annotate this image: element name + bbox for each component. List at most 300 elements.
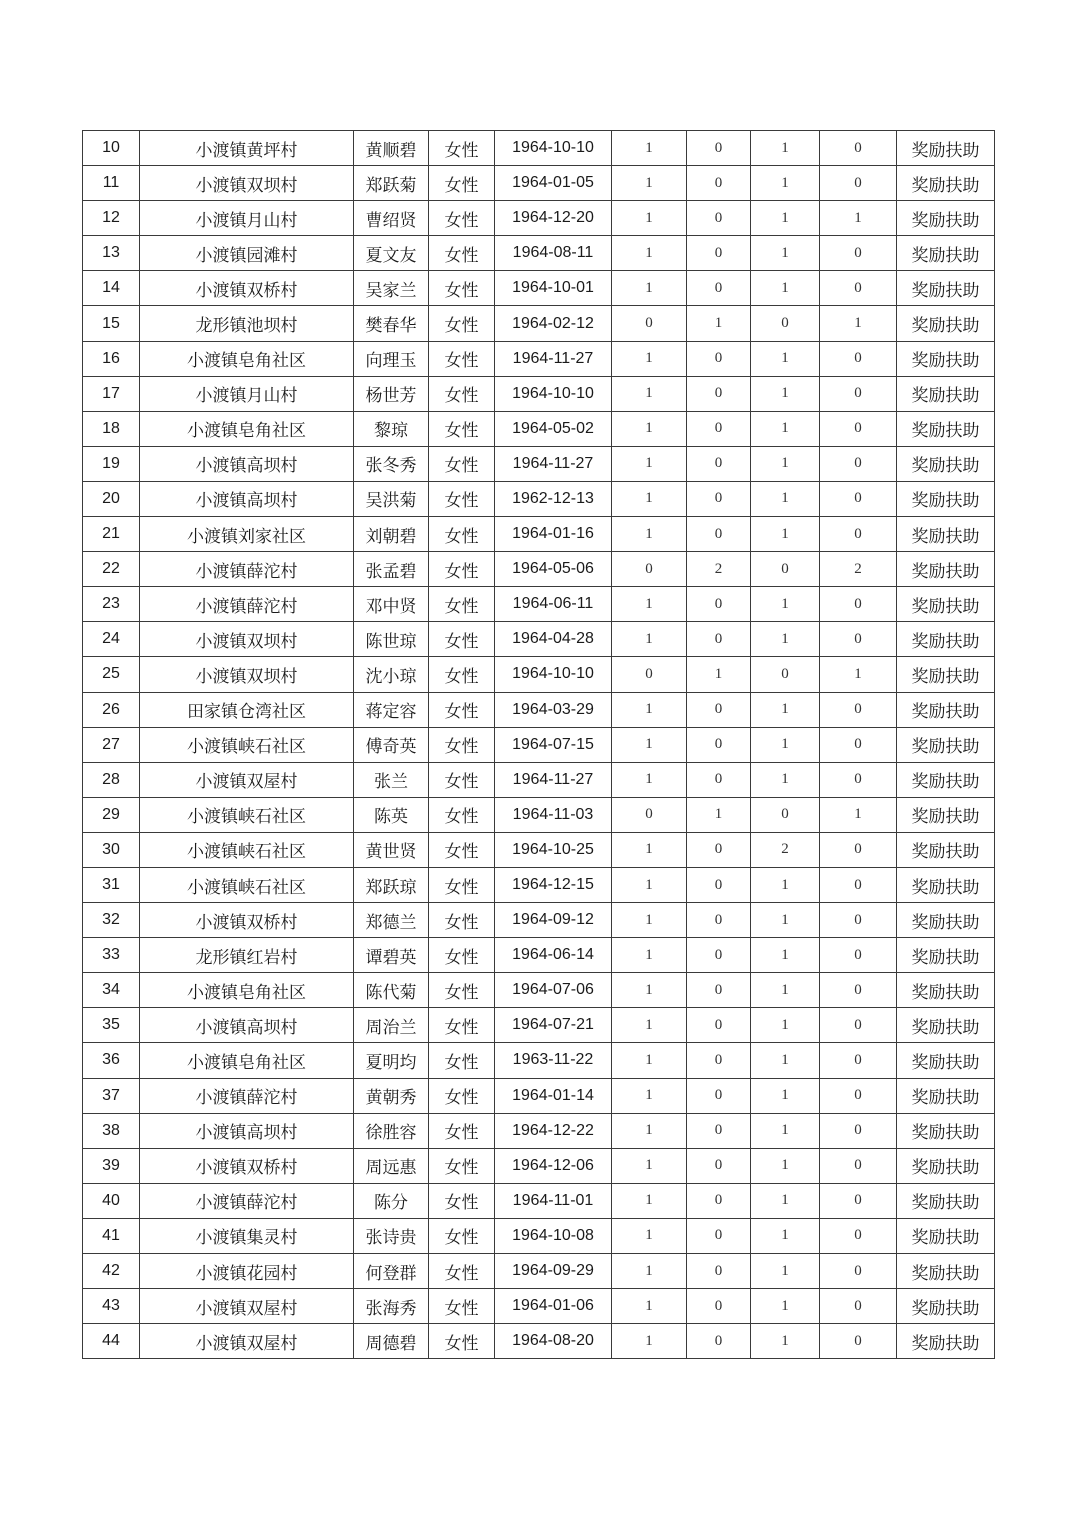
assistance-type-cell: 奖励扶助 xyxy=(897,622,995,657)
row-number-cell: 13 xyxy=(83,236,140,271)
person-name-cell: 樊春华 xyxy=(354,306,429,341)
count-1-cell: 1 xyxy=(612,271,687,306)
count-2-cell: 0 xyxy=(687,446,751,481)
birth-date-cell: 1964-09-12 xyxy=(495,903,612,938)
row-number-cell: 17 xyxy=(83,376,140,411)
table-row xyxy=(83,1289,995,1324)
birth-date-cell: 1964-01-05 xyxy=(495,166,612,201)
table-row xyxy=(83,832,995,867)
count-2-cell: 0 xyxy=(687,622,751,657)
birth-date-cell: 1964-10-10 xyxy=(495,131,612,166)
count-4-cell: 0 xyxy=(820,411,897,446)
township-village-cell: 小渡镇皂角社区 xyxy=(140,1043,354,1078)
birth-date-cell: 1964-03-29 xyxy=(495,692,612,727)
row-number-cell: 23 xyxy=(83,587,140,622)
township-village-cell: 小渡镇高坝村 xyxy=(140,1008,354,1043)
count-1-cell: 0 xyxy=(612,657,687,692)
count-3-cell: 1 xyxy=(751,1113,820,1148)
count-3-cell: 1 xyxy=(751,1254,820,1289)
count-2-cell: 1 xyxy=(687,306,751,341)
count-3-cell: 1 xyxy=(751,1078,820,1113)
row-number-cell: 16 xyxy=(83,341,140,376)
count-3-cell: 1 xyxy=(751,1043,820,1078)
township-village-cell: 小渡镇皂角社区 xyxy=(140,973,354,1008)
count-3-cell: 1 xyxy=(751,727,820,762)
count-2-cell: 0 xyxy=(687,973,751,1008)
table-row xyxy=(83,657,995,692)
count-3-cell: 1 xyxy=(751,1324,820,1359)
table-row xyxy=(83,131,995,166)
count-1-cell: 1 xyxy=(612,166,687,201)
gender-cell: 女性 xyxy=(429,1008,495,1043)
assistance-type-cell: 奖励扶助 xyxy=(897,867,995,902)
count-3-cell: 1 xyxy=(751,1218,820,1253)
table-row xyxy=(83,973,995,1008)
assistance-type-cell: 奖励扶助 xyxy=(897,376,995,411)
birth-date-cell: 1962-12-13 xyxy=(495,481,612,516)
birth-date-cell: 1964-04-28 xyxy=(495,622,612,657)
gender-cell: 女性 xyxy=(429,341,495,376)
row-number-cell: 29 xyxy=(83,797,140,832)
count-2-cell: 0 xyxy=(687,1254,751,1289)
count-1-cell: 0 xyxy=(612,306,687,341)
person-name-cell: 张海秀 xyxy=(354,1289,429,1324)
row-number-cell: 28 xyxy=(83,762,140,797)
birth-date-cell: 1964-08-20 xyxy=(495,1324,612,1359)
gender-cell: 女性 xyxy=(429,306,495,341)
township-village-cell: 小渡镇双坝村 xyxy=(140,166,354,201)
gender-cell: 女性 xyxy=(429,1289,495,1324)
person-name-cell: 黄世贤 xyxy=(354,832,429,867)
count-3-cell: 1 xyxy=(751,587,820,622)
person-name-cell: 何登群 xyxy=(354,1254,429,1289)
township-village-cell: 小渡镇峡石社区 xyxy=(140,727,354,762)
count-3-cell: 1 xyxy=(751,1008,820,1043)
count-1-cell: 1 xyxy=(612,727,687,762)
count-3-cell: 1 xyxy=(751,938,820,973)
birth-date-cell: 1964-11-27 xyxy=(495,341,612,376)
person-name-cell: 傅奇英 xyxy=(354,727,429,762)
assistance-type-cell: 奖励扶助 xyxy=(897,762,995,797)
count-4-cell: 0 xyxy=(820,587,897,622)
row-number-cell: 15 xyxy=(83,306,140,341)
township-village-cell: 小渡镇双坝村 xyxy=(140,657,354,692)
count-2-cell: 0 xyxy=(687,867,751,902)
assistance-type-cell: 奖励扶助 xyxy=(897,903,995,938)
count-3-cell: 0 xyxy=(751,797,820,832)
count-1-cell: 1 xyxy=(612,587,687,622)
table-row xyxy=(83,867,995,902)
row-number-cell: 41 xyxy=(83,1218,140,1253)
birth-date-cell: 1964-10-01 xyxy=(495,271,612,306)
count-1-cell: 1 xyxy=(612,938,687,973)
count-3-cell: 1 xyxy=(751,341,820,376)
row-number-cell: 30 xyxy=(83,832,140,867)
assistance-type-cell: 奖励扶助 xyxy=(897,271,995,306)
count-1-cell: 1 xyxy=(612,1218,687,1253)
gender-cell: 女性 xyxy=(429,481,495,516)
township-village-cell: 小渡镇薛沱村 xyxy=(140,1078,354,1113)
birth-date-cell: 1964-01-06 xyxy=(495,1289,612,1324)
person-name-cell: 蒋定容 xyxy=(354,692,429,727)
birth-date-cell: 1964-06-11 xyxy=(495,587,612,622)
count-1-cell: 1 xyxy=(612,481,687,516)
person-name-cell: 张冬秀 xyxy=(354,446,429,481)
gender-cell: 女性 xyxy=(429,832,495,867)
row-number-cell: 36 xyxy=(83,1043,140,1078)
table-row xyxy=(83,201,995,236)
assistance-type-cell: 奖励扶助 xyxy=(897,1254,995,1289)
person-name-cell: 郑跃菊 xyxy=(354,166,429,201)
count-2-cell: 1 xyxy=(687,657,751,692)
count-2-cell: 0 xyxy=(687,1324,751,1359)
count-1-cell: 1 xyxy=(612,622,687,657)
beneficiary-table xyxy=(82,130,995,1359)
count-2-cell: 0 xyxy=(687,376,751,411)
assistance-type-cell: 奖励扶助 xyxy=(897,1183,995,1218)
assistance-type-cell: 奖励扶助 xyxy=(897,1043,995,1078)
township-village-cell: 龙形镇红岩村 xyxy=(140,938,354,973)
row-number-cell: 11 xyxy=(83,166,140,201)
count-3-cell: 1 xyxy=(751,1148,820,1183)
table-row xyxy=(83,938,995,973)
assistance-type-cell: 奖励扶助 xyxy=(897,341,995,376)
person-name-cell: 邓中贤 xyxy=(354,587,429,622)
count-2-cell: 0 xyxy=(687,411,751,446)
gender-cell: 女性 xyxy=(429,973,495,1008)
count-1-cell: 1 xyxy=(612,1254,687,1289)
table-row xyxy=(83,446,995,481)
gender-cell: 女性 xyxy=(429,657,495,692)
birth-date-cell: 1964-11-03 xyxy=(495,797,612,832)
township-village-cell: 小渡镇峡石社区 xyxy=(140,867,354,902)
count-3-cell: 1 xyxy=(751,236,820,271)
count-4-cell: 0 xyxy=(820,131,897,166)
row-number-cell: 44 xyxy=(83,1324,140,1359)
assistance-type-cell: 奖励扶助 xyxy=(897,727,995,762)
township-village-cell: 小渡镇高坝村 xyxy=(140,481,354,516)
person-name-cell: 周远惠 xyxy=(354,1148,429,1183)
birth-date-cell: 1964-07-15 xyxy=(495,727,612,762)
gender-cell: 女性 xyxy=(429,411,495,446)
person-name-cell: 杨世芳 xyxy=(354,376,429,411)
table-row xyxy=(83,1043,995,1078)
birth-date-cell: 1964-11-27 xyxy=(495,762,612,797)
township-village-cell: 小渡镇峡石社区 xyxy=(140,797,354,832)
count-1-cell: 1 xyxy=(612,201,687,236)
table-row xyxy=(83,236,995,271)
assistance-type-cell: 奖励扶助 xyxy=(897,938,995,973)
birth-date-cell: 1964-12-22 xyxy=(495,1113,612,1148)
count-4-cell: 0 xyxy=(820,166,897,201)
count-3-cell: 2 xyxy=(751,832,820,867)
assistance-type-cell: 奖励扶助 xyxy=(897,201,995,236)
table-row xyxy=(83,903,995,938)
row-number-cell: 12 xyxy=(83,201,140,236)
count-4-cell: 0 xyxy=(820,376,897,411)
assistance-type-cell: 奖励扶助 xyxy=(897,166,995,201)
row-number-cell: 24 xyxy=(83,622,140,657)
count-3-cell: 1 xyxy=(751,903,820,938)
township-village-cell: 小渡镇高坝村 xyxy=(140,1113,354,1148)
count-3-cell: 1 xyxy=(751,762,820,797)
count-2-cell: 2 xyxy=(687,552,751,587)
count-1-cell: 1 xyxy=(612,1043,687,1078)
count-4-cell: 0 xyxy=(820,446,897,481)
table-row xyxy=(83,306,995,341)
count-3-cell: 1 xyxy=(751,1289,820,1324)
person-name-cell: 周治兰 xyxy=(354,1008,429,1043)
gender-cell: 女性 xyxy=(429,1043,495,1078)
count-4-cell: 0 xyxy=(820,1008,897,1043)
count-2-cell: 0 xyxy=(687,271,751,306)
table-row xyxy=(83,1218,995,1253)
township-village-cell: 小渡镇双桥村 xyxy=(140,903,354,938)
township-village-cell: 小渡镇花园村 xyxy=(140,1254,354,1289)
count-4-cell: 0 xyxy=(820,903,897,938)
person-name-cell: 陈代菊 xyxy=(354,973,429,1008)
township-village-cell: 小渡镇双屋村 xyxy=(140,1289,354,1324)
count-2-cell: 0 xyxy=(687,131,751,166)
assistance-type-cell: 奖励扶助 xyxy=(897,973,995,1008)
count-4-cell: 0 xyxy=(820,271,897,306)
count-3-cell: 1 xyxy=(751,622,820,657)
township-village-cell: 小渡镇月山村 xyxy=(140,376,354,411)
count-4-cell: 0 xyxy=(820,1289,897,1324)
count-1-cell: 1 xyxy=(612,903,687,938)
table-row xyxy=(83,1324,995,1359)
table-row xyxy=(83,1113,995,1148)
row-number-cell: 19 xyxy=(83,446,140,481)
count-3-cell: 1 xyxy=(751,973,820,1008)
assistance-type-cell: 奖励扶助 xyxy=(897,306,995,341)
assistance-type-cell: 奖励扶助 xyxy=(897,1324,995,1359)
count-1-cell: 1 xyxy=(612,517,687,552)
gender-cell: 女性 xyxy=(429,236,495,271)
count-4-cell: 1 xyxy=(820,306,897,341)
row-number-cell: 26 xyxy=(83,692,140,727)
count-3-cell: 1 xyxy=(751,517,820,552)
table-row xyxy=(83,271,995,306)
row-number-cell: 18 xyxy=(83,411,140,446)
count-1-cell: 1 xyxy=(612,832,687,867)
township-village-cell: 小渡镇双坝村 xyxy=(140,622,354,657)
count-2-cell: 0 xyxy=(687,832,751,867)
person-name-cell: 陈世琼 xyxy=(354,622,429,657)
count-4-cell: 0 xyxy=(820,1043,897,1078)
row-number-cell: 40 xyxy=(83,1183,140,1218)
gender-cell: 女性 xyxy=(429,1113,495,1148)
table-row xyxy=(83,692,995,727)
gender-cell: 女性 xyxy=(429,446,495,481)
count-2-cell: 0 xyxy=(687,587,751,622)
township-village-cell: 小渡镇集灵村 xyxy=(140,1218,354,1253)
table-row xyxy=(83,727,995,762)
person-name-cell: 张诗贵 xyxy=(354,1218,429,1253)
assistance-type-cell: 奖励扶助 xyxy=(897,1113,995,1148)
count-4-cell: 0 xyxy=(820,1113,897,1148)
count-2-cell: 0 xyxy=(687,727,751,762)
assistance-type-cell: 奖励扶助 xyxy=(897,587,995,622)
count-2-cell: 0 xyxy=(687,692,751,727)
gender-cell: 女性 xyxy=(429,376,495,411)
row-number-cell: 33 xyxy=(83,938,140,973)
count-1-cell: 0 xyxy=(612,797,687,832)
table-row xyxy=(83,481,995,516)
township-village-cell: 小渡镇刘家社区 xyxy=(140,517,354,552)
birth-date-cell: 1964-10-08 xyxy=(495,1218,612,1253)
count-2-cell: 0 xyxy=(687,481,751,516)
township-village-cell: 小渡镇高坝村 xyxy=(140,446,354,481)
table-row xyxy=(83,1183,995,1218)
assistance-type-cell: 奖励扶助 xyxy=(897,411,995,446)
table-row xyxy=(83,517,995,552)
gender-cell: 女性 xyxy=(429,271,495,306)
birth-date-cell: 1964-12-20 xyxy=(495,201,612,236)
count-4-cell: 0 xyxy=(820,622,897,657)
count-4-cell: 0 xyxy=(820,938,897,973)
count-1-cell: 1 xyxy=(612,376,687,411)
count-2-cell: 0 xyxy=(687,1289,751,1324)
count-4-cell: 0 xyxy=(820,1148,897,1183)
birth-date-cell: 1964-12-15 xyxy=(495,867,612,902)
township-village-cell: 小渡镇皂角社区 xyxy=(140,411,354,446)
count-1-cell: 1 xyxy=(612,692,687,727)
gender-cell: 女性 xyxy=(429,1148,495,1183)
person-name-cell: 沈小琼 xyxy=(354,657,429,692)
count-4-cell: 0 xyxy=(820,1254,897,1289)
person-name-cell: 吴家兰 xyxy=(354,271,429,306)
table-row xyxy=(83,1008,995,1043)
birth-date-cell: 1964-09-29 xyxy=(495,1254,612,1289)
count-3-cell: 1 xyxy=(751,1183,820,1218)
birth-date-cell: 1964-07-21 xyxy=(495,1008,612,1043)
township-village-cell: 小渡镇薛沱村 xyxy=(140,552,354,587)
township-village-cell: 小渡镇双屋村 xyxy=(140,1324,354,1359)
gender-cell: 女性 xyxy=(429,692,495,727)
birth-date-cell: 1964-05-02 xyxy=(495,411,612,446)
gender-cell: 女性 xyxy=(429,867,495,902)
table-row xyxy=(83,166,995,201)
assistance-type-cell: 奖励扶助 xyxy=(897,446,995,481)
township-village-cell: 小渡镇园滩村 xyxy=(140,236,354,271)
count-1-cell: 1 xyxy=(612,1289,687,1324)
count-4-cell: 1 xyxy=(820,201,897,236)
assistance-type-cell: 奖励扶助 xyxy=(897,1289,995,1324)
count-2-cell: 0 xyxy=(687,1008,751,1043)
birth-date-cell: 1964-07-06 xyxy=(495,973,612,1008)
person-name-cell: 黎琼 xyxy=(354,411,429,446)
person-name-cell: 郑德兰 xyxy=(354,903,429,938)
person-name-cell: 吴洪菊 xyxy=(354,481,429,516)
count-1-cell: 0 xyxy=(612,552,687,587)
birth-date-cell: 1964-10-10 xyxy=(495,376,612,411)
assistance-type-cell: 奖励扶助 xyxy=(897,1218,995,1253)
count-1-cell: 1 xyxy=(612,131,687,166)
table-row xyxy=(83,1254,995,1289)
count-2-cell: 0 xyxy=(687,166,751,201)
person-name-cell: 夏文友 xyxy=(354,236,429,271)
assistance-type-cell: 奖励扶助 xyxy=(897,236,995,271)
count-1-cell: 1 xyxy=(612,446,687,481)
gender-cell: 女性 xyxy=(429,552,495,587)
row-number-cell: 14 xyxy=(83,271,140,306)
count-1-cell: 1 xyxy=(612,1113,687,1148)
count-4-cell: 0 xyxy=(820,481,897,516)
count-2-cell: 0 xyxy=(687,201,751,236)
row-number-cell: 42 xyxy=(83,1254,140,1289)
count-4-cell: 0 xyxy=(820,1078,897,1113)
count-4-cell: 0 xyxy=(820,692,897,727)
birth-date-cell: 1964-02-12 xyxy=(495,306,612,341)
row-number-cell: 38 xyxy=(83,1113,140,1148)
count-1-cell: 1 xyxy=(612,973,687,1008)
assistance-type-cell: 奖励扶助 xyxy=(897,552,995,587)
assistance-type-cell: 奖励扶助 xyxy=(897,131,995,166)
person-name-cell: 陈英 xyxy=(354,797,429,832)
person-name-cell: 黄朝秀 xyxy=(354,1078,429,1113)
gender-cell: 女性 xyxy=(429,727,495,762)
row-number-cell: 37 xyxy=(83,1078,140,1113)
count-3-cell: 1 xyxy=(751,411,820,446)
count-3-cell: 1 xyxy=(751,481,820,516)
assistance-type-cell: 奖励扶助 xyxy=(897,1008,995,1043)
count-1-cell: 1 xyxy=(612,341,687,376)
person-name-cell: 向理玉 xyxy=(354,341,429,376)
count-2-cell: 0 xyxy=(687,1148,751,1183)
count-1-cell: 1 xyxy=(612,762,687,797)
table-row xyxy=(83,622,995,657)
birth-date-cell: 1964-06-14 xyxy=(495,938,612,973)
count-1-cell: 1 xyxy=(612,867,687,902)
table-row xyxy=(83,1078,995,1113)
birth-date-cell: 1964-05-06 xyxy=(495,552,612,587)
person-name-cell: 张兰 xyxy=(354,762,429,797)
table-row xyxy=(83,1148,995,1183)
count-2-cell: 0 xyxy=(687,1043,751,1078)
count-3-cell: 1 xyxy=(751,271,820,306)
gender-cell: 女性 xyxy=(429,903,495,938)
gender-cell: 女性 xyxy=(429,131,495,166)
row-number-cell: 32 xyxy=(83,903,140,938)
gender-cell: 女性 xyxy=(429,201,495,236)
person-name-cell: 陈分 xyxy=(354,1183,429,1218)
count-2-cell: 0 xyxy=(687,903,751,938)
township-village-cell: 小渡镇薛沱村 xyxy=(140,1183,354,1218)
assistance-type-cell: 奖励扶助 xyxy=(897,657,995,692)
count-3-cell: 0 xyxy=(751,657,820,692)
person-name-cell: 张孟碧 xyxy=(354,552,429,587)
township-village-cell: 小渡镇黄坪村 xyxy=(140,131,354,166)
count-4-cell: 0 xyxy=(820,1218,897,1253)
count-4-cell: 0 xyxy=(820,341,897,376)
gender-cell: 女性 xyxy=(429,1324,495,1359)
gender-cell: 女性 xyxy=(429,797,495,832)
gender-cell: 女性 xyxy=(429,517,495,552)
table-row xyxy=(83,341,995,376)
table-row xyxy=(83,552,995,587)
row-number-cell: 34 xyxy=(83,973,140,1008)
birth-date-cell: 1964-10-25 xyxy=(495,832,612,867)
count-1-cell: 1 xyxy=(612,1008,687,1043)
count-2-cell: 0 xyxy=(687,1183,751,1218)
row-number-cell: 39 xyxy=(83,1148,140,1183)
row-number-cell: 25 xyxy=(83,657,140,692)
birth-date-cell: 1964-01-14 xyxy=(495,1078,612,1113)
row-number-cell: 21 xyxy=(83,517,140,552)
assistance-type-cell: 奖励扶助 xyxy=(897,481,995,516)
count-3-cell: 1 xyxy=(751,692,820,727)
